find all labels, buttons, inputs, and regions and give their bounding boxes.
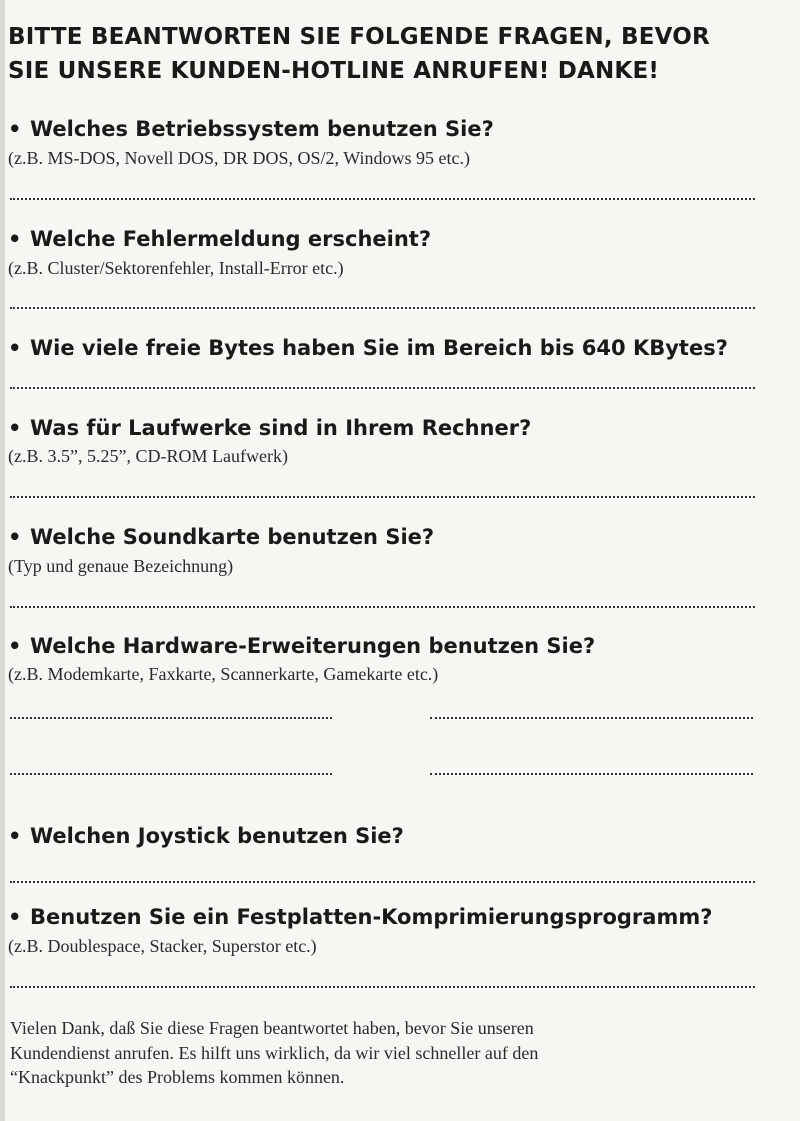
question-hardware-extensions: [8, 632, 788, 660]
hint-operating-system: (z.B. MS-DOS, Novell DOS, DR DOS, OS/2, Windows 95 etc.): [8, 148, 470, 168]
closing-line-3: “Knackpunkt” des Problems kommen können.: [10, 1067, 345, 1087]
answer-line-free-memory[interactable]: [10, 387, 755, 389]
hint-hardware-extensions: (z.B. Modemkarte, Faxkarte, Scannerkarte, Gamekarte etc.): [8, 664, 439, 684]
answer-line-joystick[interactable]: [10, 881, 755, 883]
bullet-icon: •: [8, 416, 22, 440]
bullet-icon: •: [8, 227, 22, 251]
answer-line-operating-system[interactable]: [10, 198, 755, 200]
question-joystick: [8, 822, 788, 850]
answer-line-compression[interactable]: [10, 986, 755, 988]
closing-line-1: Vielen Dank, daß Sie diese Fragen beantwortet haben, bevor Sie unseren: [10, 1018, 534, 1038]
question-text: Welche Fehlermeldung erscheint?: [30, 227, 431, 251]
heading-line-1: BITTE BEANTWORTEN SIE FOLGENDE FRAGEN, BEVOR: [8, 24, 710, 50]
answer-line-drives[interactable]: [10, 496, 755, 498]
question-error-message: [8, 225, 788, 253]
question-drives: [8, 414, 788, 442]
question-text: Welche Soundkarte benutzen Sie?: [30, 525, 435, 549]
question-free-memory: [8, 334, 788, 362]
bullet-icon: •: [8, 525, 22, 549]
answer-line-hardware-1[interactable]: [10, 717, 332, 719]
question-text: Welchen Joystick benutzen Sie?: [30, 824, 404, 848]
question-text: Wie viele freie Bytes haben Sie im Bereich bis 640 KBytes?: [30, 336, 728, 360]
closing-line-2: Kundendienst anrufen. Es hilft uns wirklich, da wir viel schneller auf den: [10, 1042, 539, 1063]
question-text: Benutzen Sie ein Festplatten-Komprimierungsprogramm?: [30, 905, 713, 929]
question-text: Welches Betriebssystem benutzen Sie?: [30, 117, 494, 141]
page-heading: [8, 20, 788, 88]
bullet-icon: •: [8, 117, 22, 141]
answer-line-sound-card[interactable]: [10, 606, 755, 608]
hint-sound-card: (Typ und genaue Bezeichnung): [8, 556, 234, 576]
answer-line-error-message[interactable]: [10, 307, 755, 309]
answer-line-hardware-4[interactable]: [430, 773, 753, 775]
bullet-icon: •: [8, 824, 22, 848]
page-edge-shadow: [0, 0, 5, 1121]
bullet-icon: •: [8, 905, 22, 929]
question-operating-system: [8, 115, 788, 143]
closing-note: [10, 1016, 780, 1090]
answer-line-hardware-3[interactable]: [10, 773, 332, 775]
bullet-icon: •: [8, 634, 22, 658]
hint-compression: (z.B. Doublespace, Stacker, Superstor etc.): [8, 936, 317, 956]
answer-line-hardware-2[interactable]: [430, 717, 753, 719]
question-text: Was für Laufwerke sind in Ihrem Rechner?: [30, 416, 532, 440]
question-sound-card: [8, 523, 788, 551]
bullet-icon: •: [8, 336, 22, 360]
hint-error-message: (z.B. Cluster/Sektorenfehler, Install-Error etc.): [8, 258, 344, 278]
question-compression: [8, 903, 788, 931]
question-text: Welche Hardware-Erweiterungen benutzen Sie?: [30, 634, 596, 658]
heading-line-2: SIE UNSERE KUNDEN-HOTLINE ANRUFEN! DANKE!: [8, 58, 660, 84]
hint-drives: (z.B. 3.5”, 5.25”, CD-ROM Laufwerk): [8, 446, 288, 466]
